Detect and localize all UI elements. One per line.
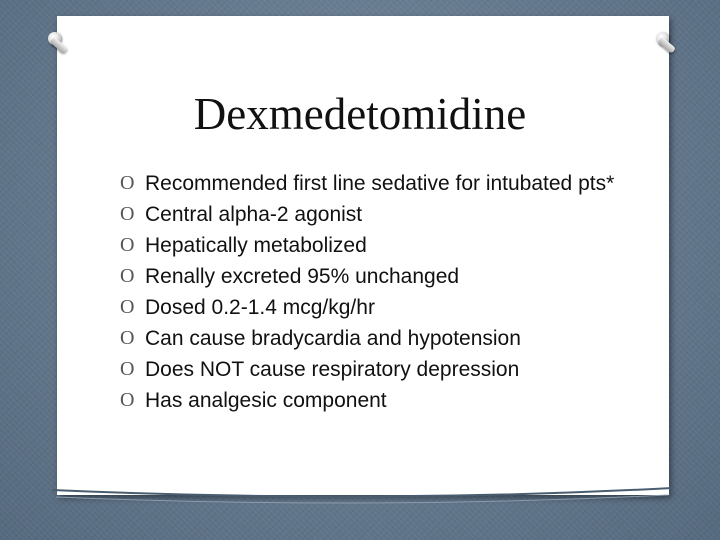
bullet-marker-icon: O	[120, 389, 135, 411]
bullet-marker-icon: O	[120, 358, 135, 380]
bullet-item	[58, 292, 638, 323]
bullet-text: Does NOT cause respiratory depression	[145, 358, 520, 381]
bullet-item	[58, 261, 638, 292]
bullet-marker-icon: O	[120, 296, 135, 318]
bullet-item	[58, 168, 638, 199]
bullet-text: Central alpha-2 agonist	[145, 203, 363, 226]
bullet-text: Renally excreted 95% unchanged	[145, 265, 460, 288]
bullet-text: Can cause bradycardia and hypotension	[145, 327, 521, 350]
bullet-item	[58, 199, 638, 230]
bullet-marker-icon: O	[120, 234, 135, 256]
bullet-marker-icon: O	[120, 203, 135, 225]
bullet-list	[58, 168, 638, 416]
bullet-marker-icon: O	[120, 172, 135, 194]
slide-title: Dexmedetomidine	[193, 89, 527, 139]
bullet-item	[58, 385, 638, 416]
bullet-text: Recommended first line sedative for intubated pts*	[145, 172, 615, 195]
pushpin-icon	[656, 32, 669, 45]
bullet-text: Dosed 0.2-1.4 mcg/kg/hr	[145, 296, 375, 319]
bullet-item	[58, 354, 638, 385]
bullet-item	[58, 230, 638, 261]
pushpin-icon	[48, 32, 61, 45]
bullet-marker-icon: O	[120, 265, 135, 287]
bullet-item	[58, 323, 638, 354]
bullet-text: Has analgesic component	[145, 389, 387, 412]
bullet-text: Hepatically metabolized	[145, 234, 367, 257]
bullet-marker-icon: O	[120, 327, 135, 349]
